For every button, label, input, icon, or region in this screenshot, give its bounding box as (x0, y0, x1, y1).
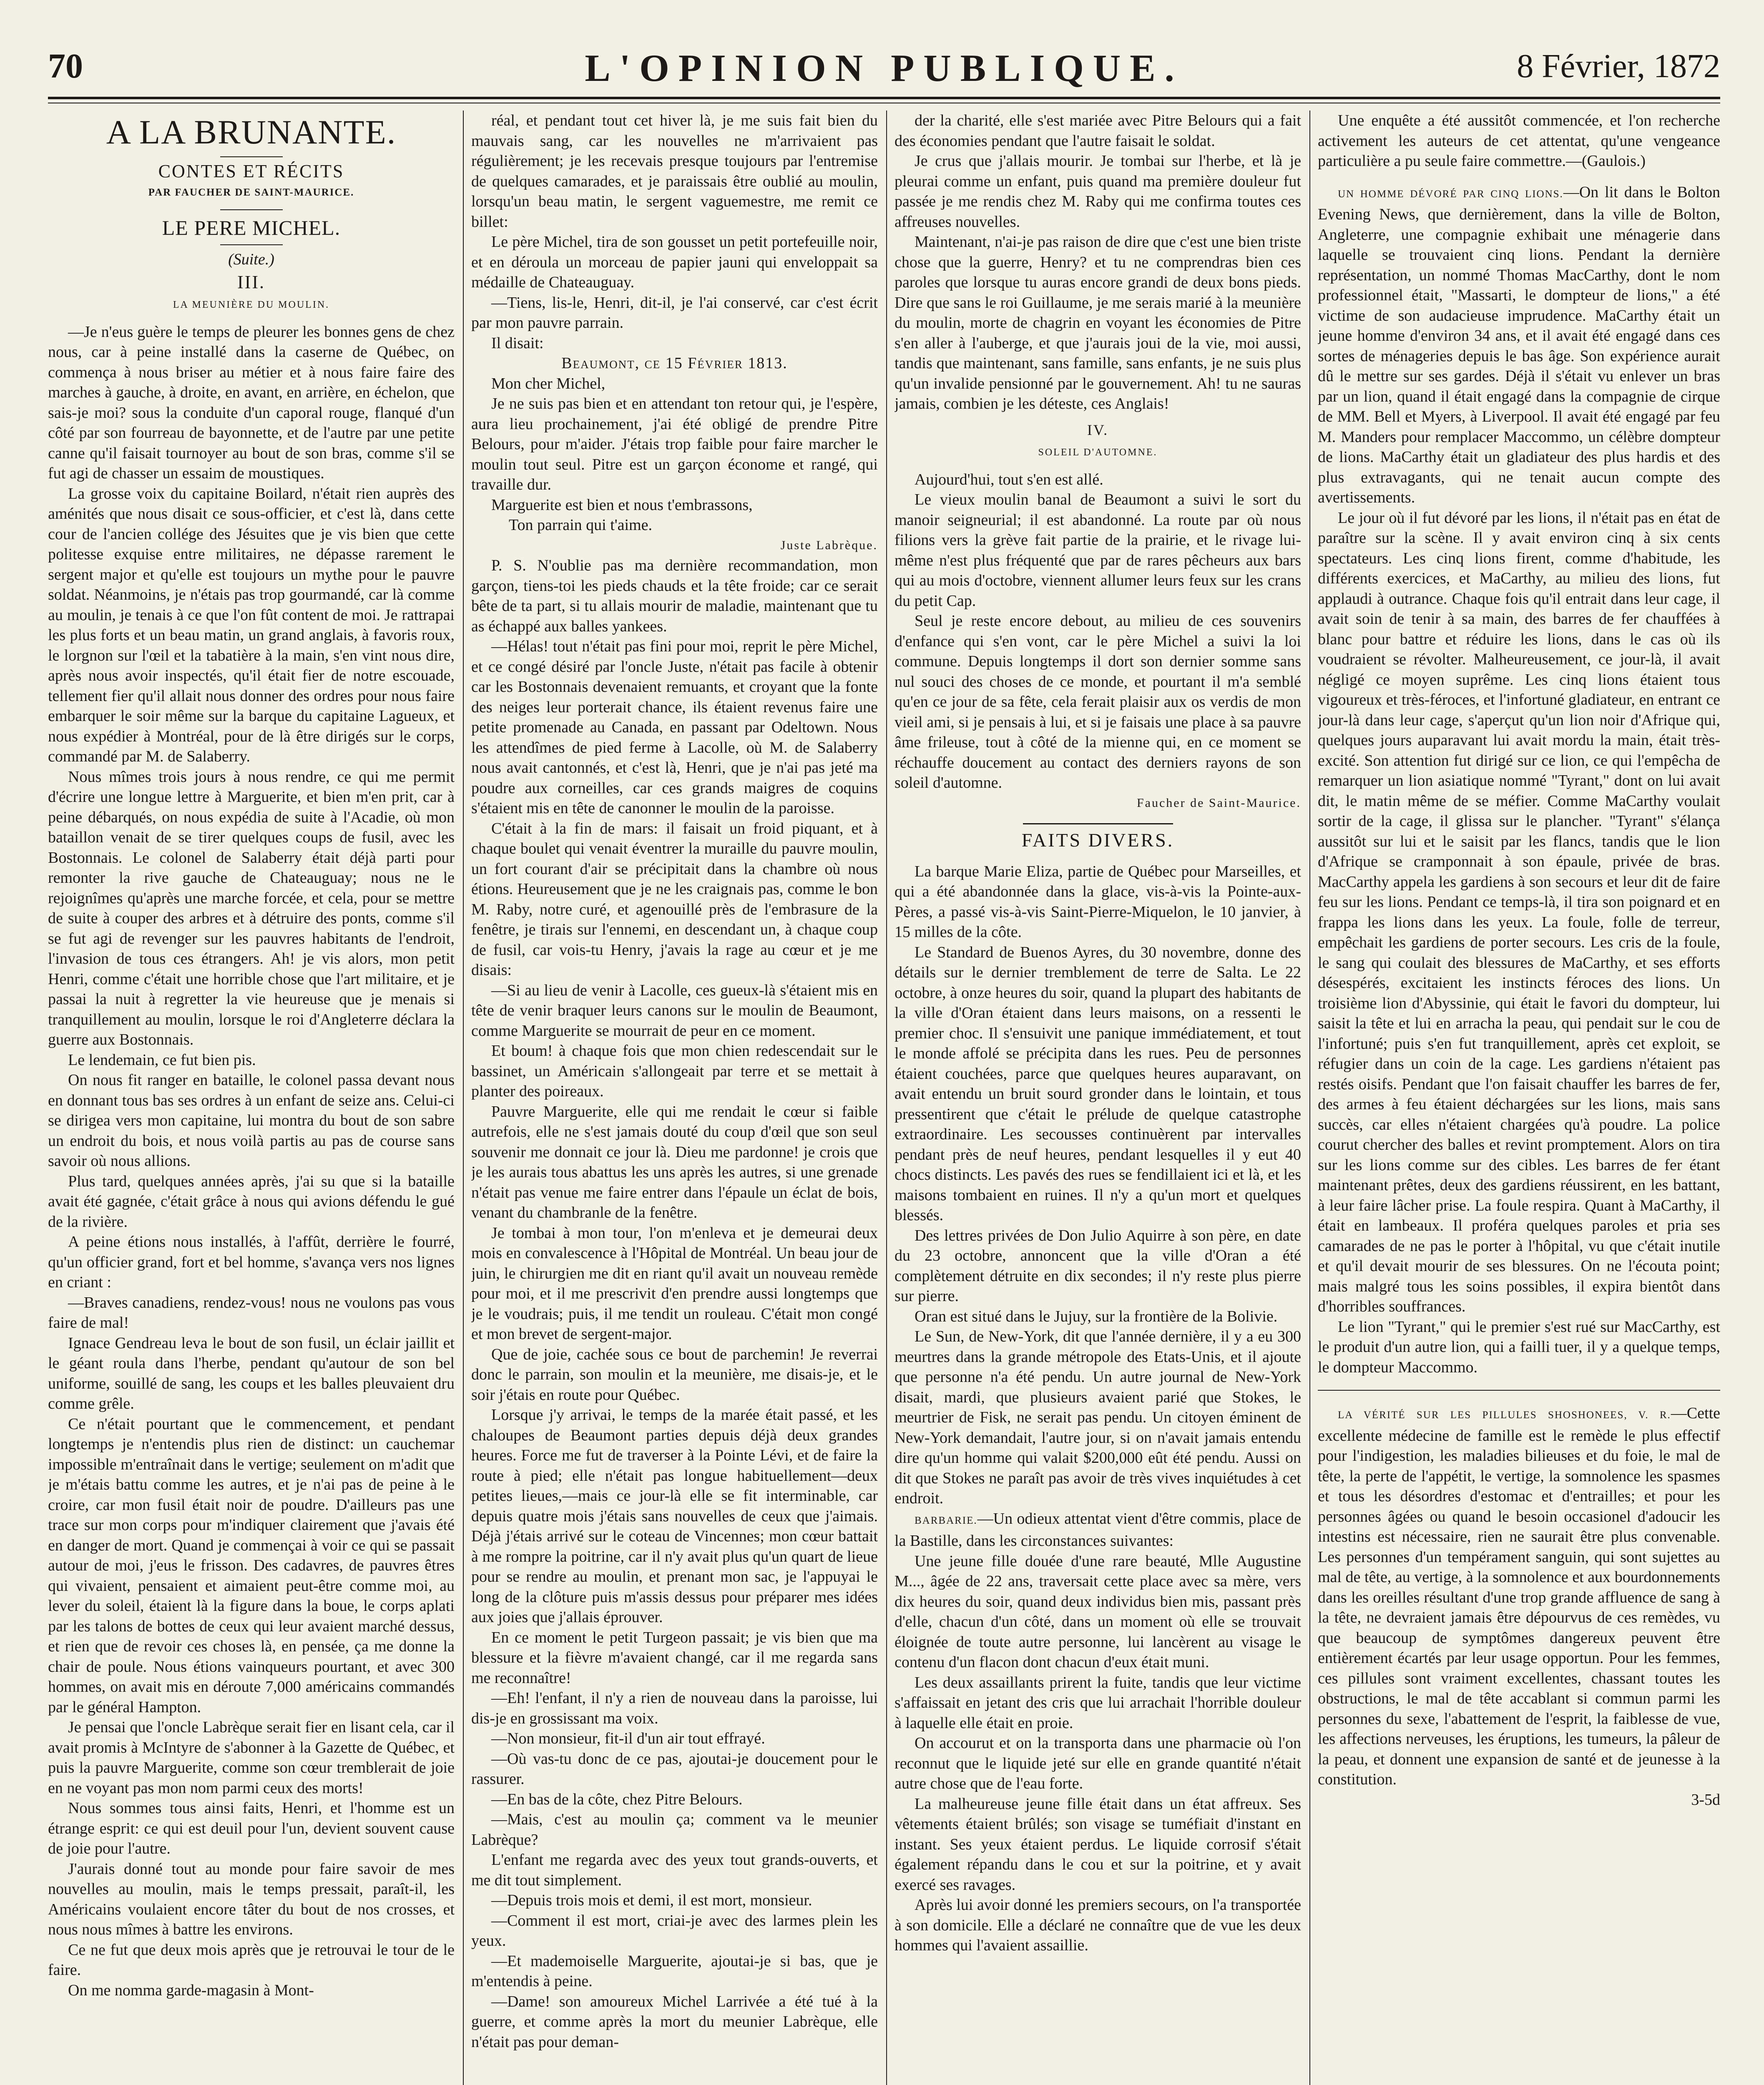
section-rule (1023, 823, 1173, 824)
paragraph: Après lui avoir donné les premiers secours, on l'a transportée à son domicile. Elle a déclaré ne connaître que de vue les deux hommes qui l'avaient assaillie. (895, 1896, 1301, 1954)
story-text (895, 111, 1301, 414)
paragraph: Et boum! à chaque fois que mon chien redescendait sur le bassinet, un Américain s'allongeait par terre et se mettait à planter des poireaux. (471, 1042, 878, 1100)
paragraph: Seul je reste encore debout, au milieu de ces souvenirs d'enfance qui s'en vont, car le père Michel a suivi la loi commune. Depuis longtemps il dort son dernier somme sans nul souci des choses de ce monde, et pourtant il m'a semblé qu'en ce jour de sa fête, cela ferait plaisir aux os verdis de mon vieil ami, si je pensais à lui, et si je faisais une place à sa pauvre âme frileuse, tout à côté de la mienne qui, en ce moment se réchauffe doucement au contact des derniers rayons de son soleil d'automne. (895, 612, 1301, 791)
paragraph: A peine étions nous installés, à l'affût, derrière le fourré, qu'un officier grand, fort et bel homme, s'avança vers nos lignes en criant : (48, 1233, 455, 1291)
chapter-number: IV. (1087, 421, 1109, 438)
section-heading: A LA BRUNANTE. (106, 113, 397, 151)
paragraph: La malheureuse jeune fille était dans un état affreux. Ses vêtements étaient brûlés; son visage se tuméfiait d'instant en instant. Ses yeux étaient perdus. Le liquide corrosif s'était également répandu dans le cou et sur la poitrine, et y avait exercé ses ravages. (895, 1795, 1301, 1894)
paragraph: On accourut et on la transporta dans une pharmacie où l'on reconnut que le liquide jeté sur elle en grande quantité n'était autre chose que de l'eau forte. (895, 1734, 1301, 1792)
paragraph: —Je n'eus guère le temps de pleurer les bonnes gens de chez nous, car à peine installé dans la caserne de Québec, on commença à nous briser au métier et à nous faire faire des marches à gauche, à droite, en avant, en arrière, en échelon, que sais-je moi? sous la conduite d'un caporal rouge, flanqué d'un côté par son fourreau de bayonnette, et de l'autre par une petite canne qu'il faisait tournoyer au bout de son bras, comme s'il se fut agi de chasser un essaim de moustiques. (48, 323, 455, 482)
paragraph: Le père Michel, tira de son gousset un petit portefeuille noir, et en déroula un morceau de papier jauni qui enveloppait sa médaille de Chateauguay. (471, 233, 878, 291)
paragraph: La grosse voix du capitaine Boilard, n'était rien auprès des aménités que nous disait ce sous-officier, et c'est là, dans cette cour de l'ancien collége des Jésuites que je vis bien que cette politesse exquise entre militaires, ne dépasse rarement le sergent major et qu'elle est toujours un mythe pour le pauvre soldat. Néanmoins, je n'étais pas trop gourmandé, car là comme au moulin, je tenais à ce que l'on fût content de moi. Je rattrapai les plus forts et un beau matin, un grand anglais, à favoris roux, le lorgnon sur l'œil et la tabatière à la main, s'en vint nous dire, après nous avoir inspectés, qu'il était fier de notre escouade, tellement fier qu'il allait nous donner des ordres pour nous faire embarquer le soir même sur la barque du capitaine Lagueux, et nous expédier à Montréal, pour de là être dirigés sur le corps, commandé par M. de Salaberry. (48, 485, 455, 765)
paragraph: —Eh! l'enfant, il n'y a rien de nouveau dans la paroisse, lui dis-je en grossissant ma voix. (471, 1689, 878, 1727)
story-text (471, 555, 878, 2052)
chapter-title: LA MEUNIÈRE DU MOULIN. (173, 299, 330, 310)
paragraph: —En bas de la côte, chez Pitre Belours. (491, 1790, 743, 1808)
paragraph: Des lettres privées de Don Julio Aquirre à son père, en date du 23 octobre, annoncent que la ville d'Oran a été complètement détruite en dix secondes; il n'y reste plus pierre sur pierre. (895, 1226, 1301, 1305)
news-item-barbarie-end (1318, 111, 1720, 171)
advertisement: LA VÉRITÉ SUR LES PILLULES SHOSHONEES, V. R.—Cette excellente médecine de famille est le remède le plus effectif pour l'indigestion, les maladies bilieuses et du foie, le mal de tête, la perte de l'appétit, le vertige, la somnolence les spasmes et tous les désordres d'estomac et d'entrailles; et pour les personnes âgées ou quand le besoin occasionel d'adoucir les intestins est nécessaire, rien ne saurait être plus convenable. Les personnes d'un tempérament sanguin, qui sont sujettes au mal de tête, au vertige, à la somnolence et aux bourdonnements dans les oreilles résultant d'une trop grande affluence de sang à la tête, ne devraient jamais être dépourvus de ces remèdes, vu que beaucoup de symptômes dangereux peuvent être entièrement écartés par leur usage opportun. Pour les femmes, ces pillules sont vraiment excellentes, chassant toutes les obstructions, le mal de tête accablant si commun parmi les personnes du sexe, l'abattement de l'esprit, la faiblesse de vue, les affections nerveuses, les éruptions, les tumeurs, la pâleur de la peau, et donnent une expansion de santé et de jeunesse à la constitution. (1318, 1404, 1720, 1788)
letter-signature: Juste Labrèque. (780, 538, 878, 552)
news-items (895, 862, 1301, 1509)
paragraph: Je crus que j'allais mourir. Je tombai sur l'herbe, et là je pleurai comme un enfant, puis quand ma première douleur fut passée je me rendis chez M. Raby qui me confirma toutes ces affreuses nouvelles. (895, 152, 1301, 231)
chapter-title: SOLEIL D'AUTOMNE. (1038, 447, 1158, 458)
column-divider (1309, 111, 1310, 2085)
paragraph: Il disait: (491, 334, 544, 352)
issue-date: 8 Février, 1872 (1517, 48, 1720, 85)
newspaper-title: L'OPINION PUBLIQUE. (585, 47, 1184, 89)
paragraph: Les deux assaillants prirent la fuite, tandis que leur victime s'affaissait en jetant des cris que lui arrachait l'horrible douleur à laquelle elle était en proie. (895, 1673, 1301, 1732)
paragraph: Nous mîmes trois jours à nous rendre, ce qui me permit d'écrire une longue lettre à Marguerite, et bien m'en prit, car à peine débarqués, on nous expédia de suite à l'Acadie, où mon bataillon venait de se tirer quelques coups de fusil, avec les Bostonnais. Le colonel de Salaberry était déjà parti pour remonter la rive gauche de Chateauguay; nous ne le rejoignîmes qu'après une marche forcée, et cela, pour se mettre de suite à couper des arbres et à détruire des ponts, comme s'il se fut agi de revenger sur les pauvres habitants de l'endroit, l'invasion de tous ces étrangers. Ah! je vis alors, mon petit Henri, comme c'était une horrible chose que l'art militaire, et je passai la nuit à regretter la vie heureuse que je menais si tranquillement au moulin, lorsque le roi d'Angleterre déclara la guerre aux Bostonnais. (48, 768, 455, 1048)
paragraph: —Comment il est mort, criai-je avec des larmes plein les yeux. (471, 1912, 878, 1949)
paragraph: J'aurais donné tout au monde pour faire savoir de mes nouvelles au moulin, mais le temps pressait, paraît-il, les Américains voulaient encore tâter du bout de nos crosses, et nous nous mîmes à battre les environs. (48, 1860, 455, 1938)
news-item-lions-text (1318, 508, 1720, 1378)
paragraph: La barque Marie Eliza, partie de Québec pour Marseilles, et qui a été abandonnée dans la glace, vis-à-vis la Pointe-aux-Pères, a passé vis-à-vis Saint-Pierre-Miquelon, le 10 janvier, à 15 milles de la côte. (895, 862, 1301, 941)
paragraph: Une enquête a été aussitôt commencée, et l'on recherche activement les auteurs de cet attentat, qu'une vengeance particulière a pu seule faire commettre.—(Gaulois.) (1318, 112, 1720, 170)
paragraph: Nous sommes tous ainsi faits, Henri, et l'homme est un étrange esprit: ce qui est deuil pour l'un, devient souvent cause de joie pour l'autre. (48, 1799, 455, 1857)
story-text (895, 470, 1301, 793)
paragraph: Le vieux moulin banal de Beaumont a suivi le sort du manoir seigneurial; il est abandonné. La route par où nous filions vers la grève fait partie de la prairie, et le rivage lui-même n'est plus fréquenté que par de rares pêcheurs aux bars qui au mois d'octobre, viennent allumer leurs feux sur les crans du petit Cap. (895, 491, 1301, 610)
paragraph: Oran est situé dans le Jujuy, sur la frontière de la Bolivie. (915, 1307, 1278, 1325)
heading-rule (220, 209, 283, 210)
paragraph: der la charité, elle s'est mariée avec Pitre Belours qui a fait des économies pendant que l'autre faisait le soldat. (895, 112, 1301, 150)
column-divider (886, 111, 887, 2085)
paragraph: Je ne suis pas bien et en attendant ton retour qui, je l'espère, aura lieu prochainement, j'ai été obligé de prendre Pitre Belours, pour m'aider. J'étais trop faible pour faire marcher le moulin tout seul. Pitre est un garçon économe et rangé, qui travaille dur. (471, 395, 878, 493)
paragraph: —Mais, c'est au moulin ça; comment va le meunier Labrèque? (471, 1811, 878, 1849)
paragraph: Le Standard de Buenos Ayres, du 30 novembre, donne des détails sur le dernier tremblement de terre de Salta. Le 22 octobre, à onze heures du soir, quand la plupart des habitants de la ville d'Oran étaient dans leurs maisons, on a ressenti le premier choc. Il s'ensuivit une panique immédiatement, et tout le monde affolé se précipita dans les rues. Peu de personnes étaient couchées, parce que quelques heures auparavant, on avait entendu un bruit sourd gronder dans le lointain, et tous pressentirent que c'était le prélude de quelque catastrophe extraordinaire. Les secousses continuèrent par intervalles pendant près de neuf heures, pendant lesquelles il y eut 40 chocs distincts. Les pavés des rues se fendillaient ici et là, et les maisons tombaient en ruines. Il n'y a qu'un mort et quelques blessés. (895, 943, 1301, 1224)
paragraph: On me nomma garde-magasin à Mont- (68, 1981, 314, 1999)
advert-rule (1318, 1390, 1720, 1391)
paragraph: Ce n'était pourtant que le commencement, et pendant longtemps je n'entendis plus rien de distinct: un cauchemar impossible m'entraînait dans le vertige; seulement on m'adit que je m'étais battu comme les autres, et je n'ai pas de peine à le croire, car mon fusil était noir de poudre. D'ailleurs pas une trace sur mon corps pour m'indiquer clairement que j'avais été en danger de mort. Quand je commençai à voir ce qui se passait autour de moi, j'eus le frisson. Des cadavres, de pauvres êtres qui vivaient, pensaient et aimaient peut-être comme moi, au lever du soleil, étaient là la figure dans la boue, le corps aplati par les talons de bottes de ceux qui leur avaient marché dessus, et rien que de revoir ces choses là, en pensée, ça me donne la chair de poule. Nous étions vainqueurs pourtant, et avec 300 hommes, on avait mis en déroute 7,000 américains commandés par le général Hampton. (48, 1415, 455, 1716)
paragraph: Plus tard, quelques années après, j'ai su que si la bataille avait été gagnée, c'était grâce à nous qui avions défendu le gué de la rivière. (48, 1172, 455, 1231)
story-text (471, 111, 878, 353)
masthead (48, 46, 1720, 92)
paragraph: C'était à la fin de mars: il faisait un froid piquant, et à chaque boulet qui venait éventrer la muraille du pauvre moulin, un fort courant d'air se précipitait dans la chambre où nous étions. Heureusement que je ne les craignais pas, comme le bon M. Raby, notre curé, et agenouillé près de l'embrasure de la fenêtre, je tirais sur l'ennemi, en descendant un, à chaque coup de fusil, car vois-tu Henry, j'avais la rage au cœur et je me disais: (471, 819, 878, 979)
column-4 (1318, 111, 1720, 2085)
paragraph: —Et mademoiselle Marguerite, ajoutai-je si bas, que je m'entendis à peine. (471, 1952, 878, 1990)
paragraph: Je pensai que l'oncle Labrèque serait fier en lisant cela, car il avait promis à McIntyre de s'abonner à la Gazette de Québec, et puis la pauvre Marguerite, comme son cœur tremblerait de joie en ne voyant pas mon nom parmi ceux des morts! (48, 1718, 455, 1797)
paragraph: Le lendemain, ce fut bien pis. (68, 1051, 256, 1069)
masthead-rule (48, 97, 1720, 99)
letter-salutation: Mon cher Michel, (491, 374, 606, 392)
paragraph: Pauvre Marguerite, elle qui me rendait le cœur si faible autrefois, elle ne s'est jamais douté du coup d'œil que son seul souvenir me donnait ce jour là. Dieu me pardonne! je crois que je les aurais tous abattus les uns après les autres, si une grenade n'était pas venue me faire entrer dans l'épaule un éclat de bois, venant du chambranle de la fenêtre. (471, 1103, 878, 1221)
continued-note: (Suite.) (228, 251, 274, 268)
page-number: 70 (48, 47, 83, 85)
paragraph: Aujourd'hui, tout s'en est allé. (915, 470, 1103, 488)
paragraph: —Dame! son amoureux Michel Larrivée a été tué à la guerre, et comme après la mort du meunier Labrèque, elle n'était pas pour deman- (471, 1992, 878, 2051)
paragraph: —Tiens, lis-le, Henri, dit-il, je l'ai conservé, car c'est écrit par mon pauvre parrain. (471, 294, 878, 332)
paragraph: Maintenant, n'ai-je pas raison de dire que c'est une bien triste chose que la guerre, Henry? et tu ne comprendras bien ces paroles que lorsque tu auras encore grandi de deux bons pieds. Dire que sans le roi Guillaume, je me serais marié à la meunière du moulin, morte de chagrin en voyant les économies de Pitre s'en aller à l'auberge, et que j'aurais joui de la vie, moi aussi, tandis que maintenant, sans famille, sans enfants, je ne suis plus qu'un invalide pensionné par le gouvernement. Ah! tu ne sauras jamais, combien je les déteste, ces Anglais! (895, 233, 1301, 412)
paragraph: En ce moment le petit Turgeon passait; je vis bien que ma blessure et la fièvre m'avaient changé, car il me regarda sans me reconnaître! (471, 1628, 878, 1687)
paragraph: L'enfant me regarda avec des yeux tout grands-ouverts, et me dit tout simplement. (471, 1851, 878, 1889)
column-3 (895, 111, 1301, 2085)
chapter-number: III. (237, 271, 265, 292)
column-2 (471, 111, 878, 2085)
paragraph: —Non monsieur, fit-il d'un air tout effrayé. (491, 1730, 765, 1747)
news-item-lions: UN HOMME DÉVORÉ PAR CINQ LIONS.—On lit dans le Bolton Evening News, que dernièrement, dans la ville de Bolton, Angleterre, une compagnie exhibait une ménagerie dans laquelle se trouvaient cinq lions. Pendant la dernière représentation, un nommé Thomas MacCarthy, dont le nom professionnel était, "Massarti, le dompteur de lions," a été victime de son audacieuse imprudence. MaCarthy était un jeune homme d'environ 34 ans, et il avait été engagé dans ces sortes de ménageries depuis le bas âge. Son expérience aurait dû le mettre sur ses gardes. Déjà il s'était vu enlever un bras par un lion, quand il était engagé dans la compagnie de cirque de MM. Bell et Myers, à Liverpool. Il avait été engagé par feu M. Manders pour remplacer Maccommo, un célèbre dompteur de lions. MaCarthy était un gladiateur des plus hardis et des plus extravagants, qui ne tenait aucun compte des avertissements. (1318, 183, 1720, 506)
paragraph: —Où vas-tu donc de ce pas, ajoutai-je doucement pour le rassurer. (471, 1750, 878, 1788)
paragraph: réal, et pendant tout cet hiver là, je me suis fait bien du mauvais sang, car les nouvelles ne m'arrivaient pas régulièrement; je les recevais presque toujours par l'entremise de quelques camarades, et je paraissais être oublié au moulin, lorsqu'un beau matin, le sergent vaguemestre, me remit ce billet: (471, 112, 878, 231)
news-item-barbarie: BARBARIE.—Un odieux attentat vient d'être commis, place de la Bastille, dans les circonstances suivantes: (895, 1510, 1301, 1550)
story-title: LE PERE MICHEL. (162, 216, 341, 239)
paragraph: Une jeune fille douée d'une rare beauté, Mlle Augustine M..., âgée de 22 ans, traversait cette place avec sa mère, vers dix heures du soir, quand deux individus bien mis, passant près d'elle, chacun d'un côté, dans un moment où elle se trouvait éloignée de toute autre personne, lui lancèrent au visage le contenu d'un flacon dont chacun d'eux était muni. (895, 1552, 1301, 1671)
byline: PAR FAUCHER DE SAINT-MAURICE. (148, 186, 354, 198)
author-signature: Faucher de Saint-Maurice. (1136, 796, 1301, 810)
paragraph: —Hélas! tout n'était pas fini pour moi, reprit le père Michel, et ce congé désiré par l'oncle Juste, n'était pas facile à obtenir car les Bostonnais devenaient remuants, et croyant que la fonte des neiges leur porterait chance, ils étaient revenus faire une petite promenade au Canada, en passant par Odeltown. Nous les attendîmes de pied ferme à Lacolle, où M. de Salaberry nous avait cantonnés, et c'est là, Henri, que je n'ai pas jeté ma poudre aux corneilles, car ces grands maigres de coquins s'étaient mis en tête de canonner le moulin de la paroisse. (471, 638, 878, 817)
heading-rule (220, 244, 283, 245)
column-divider (463, 111, 464, 2085)
paragraph: P. S. N'oublie pas ma dernière recommandation, mon garçon, tiens-toi les pieds chauds et la tête froide; car ce serait bête de ta part, si tu allais mourir de maladie, maintenant que tu as échappé aux balles yankees. (471, 557, 878, 635)
paragraph: On nous fit ranger en bataille, le colonel passa devant nous en donnant tous bas ses ordres à un enfant de seize ans. Celui-ci se dirigea vers mon capitaine, lui montra du bout de son sabre un endroit du bois, et nous voilà partis au pas de course sans savoir où nous allions. (48, 1071, 455, 1170)
paragraph: Ignace Gendreau leva le bout de son fusil, un éclair jaillit et le géant roula dans l'herbe, pendant qu'autour de son bel uniforme, souillé de sang, les coups et les balles pleuvaient dru comme grêle. (48, 1334, 455, 1412)
paragraph: Ce ne fut que deux mois après que je retrouvai le tour de le faire. (48, 1941, 455, 1979)
section-subtitle: CONTES ET RÉCITS (158, 161, 344, 181)
paragraph: Que de joie, cachée sous ce bout de parchemin! Je reverrai donc le parrain, son moulin et la meunière, me disais-je, et le soir j'étais en route pour Québec. (471, 1345, 878, 1404)
letter-closing: Ton parrain qui t'aime. (509, 516, 652, 534)
news-item-barbarie-text (895, 1551, 1301, 1956)
column-1 (48, 111, 455, 2085)
paragraph: Le jour où il fut dévoré par les lions, il n'était pas en état de paraître sur la scène. Il y avait environ cinq à six cents spectateurs. Les cinq lions firent, comme d'habitude, les différents exercices, et MaCarthy, au milieu des lions, fut applaudi à outrance. Chaque fois qu'il entrait dans leur cage, il avait soin de tenir à sa main, des barres de fer chauffées à blanc pour battre et réduire les lions, dans le cas où ils voudraient se révolter. Malheureusement, ce jour-là, il avait négligé ce moyen suprême. Les cinq lions étaient tous vigoureux et très-féroces, et l'infortuné gladiateur, en entrant ce jour-là dans leur cage, s'aperçut qu'un lion noir d'Afrique qui, quelques jours auparavant lui avait mordu la main, était très-excité. Son attention fut dirigé sur ce lion, ce qui l'empêcha de remarquer un lion asiatique nommé "Tyrant," dont on lui avait dit, le matin même de se méfier. Comme MaCarthy voulait sortir de la cage, il glissa sur le plancher. "Tyrant" s'élança aussitôt sur lui et le saisit par les flancs, tandis que le lion d'Afrique se cramponnait à son épaule, privée de bras. MacCarthy appela les gardiens à son secours et leur dit de faire feu sur les lions. Pendant ce temps-là, il tira son poignard et en frappa les lions dans les yeux. La foule, folle de terreur, empêchait les gardiens de porter secours. Les cris de la foule, le sang qui coulait des blessures de MaCarthy, et ses efforts désespérés, excitaient les instincts féroces des lions. Un troisième lion d'Abyssinie, qui était le favori du dompteur, lui saisit la tête et lui en arracha la peau, qui pendait sur le cou de l'infortuné; puis s'en fut tranquillement, après cet exploit, se réfugier dans un coin de la cage. Les gardiens n'étaient pas restés oisifs. Pendant que l'on faisait chauffer les barres de fer, des armes à feu étaient déchargées sur les lions, mais sans succès, car elles n'étaient chargées qu'à poudre. La police courut chercher des balles et revint promptement. Alors on tira sur les lions comme sur des cibles. Les barres de fer étant maintenant prêtes, deux des gardiens réussirent, en les battant, à leur faire lâcher prise. La foule respira. Quant à MaCarthy, il était en lambeaux. Il proféra quelques paroles et pria ses camarades de ne pas le porter à l'hôpital, vu que c'était inutile et qu'il devait mourir de ses blessures. On ne l'écouta point; mais malgré tous les soins possibles, il expira bientôt dans d'horribles souffrances. (1318, 509, 1720, 1315)
story-text (48, 322, 455, 2001)
paragraph: —Si au lieu de venir à Lacolle, ces gueux-là s'étaient mis en tête de venir braquer leurs canons sur le moulin de Beaumont, comme Marguerite se mourrait de peur en ce moment. (471, 981, 878, 1040)
advert-code: 3-5d (1691, 1791, 1720, 1809)
paragraph: —Depuis trois mois et demi, il est mort, monsieur. (491, 1892, 812, 1909)
faits-divers-heading: FAITS DIVERS. (1021, 829, 1174, 851)
letter-body (471, 394, 878, 515)
paragraph: Le lion "Tyrant," qui le premier s'est rué sur MacCarthy, est le produit d'un autre lion, qui a failli tuer, il y a quelque temps, le dompteur Maccommo. (1318, 1318, 1720, 1376)
heading-rule (220, 156, 283, 157)
letter-dateline: Beaumont, ce 15 Février 1813. (561, 354, 788, 372)
paragraph: Marguerite est bien et nous t'embrassons, (491, 496, 753, 514)
paragraph: —Braves canadiens, rendez-vous! nous ne voulons pas vous faire de mal! (48, 1294, 455, 1331)
paragraph: Je tombai à mon tour, l'on m'enleva et je demeurai deux mois en convalescence à l'Hôpital de Montréal. Un beau jour de juin, le chirurgien me dit en riant qu'il avait un nouveau remède pour moi, et il me prescrivit d'en prendre aussi longtemps que je le voudrais; puis, il me tendit un rouleau. C'était mon congé et mon brevet de sergent-major. (471, 1224, 878, 1343)
paragraph: Lorsque j'y arrivai, le temps de la marée était passé, et les chaloupes de Beaumont parties depuis déjà deux grandes heures. Force me fut de traverser à la Pointe Lévi, et de faire la route à pied; elle n'était pas longue habituellement—deux petites lieues,—mais ce jour-là elle se fit interminable, car depuis quatre mois j'étais sans nouvelles de ceux que j'aimais. Déjà j'étais arrivé sur le coteau de Vincennes; mon cœur battait à me rompre la poitrine, car il n'y avait plus qu'un quart de lieue pour se rendre au moulin, et prenant mon sac, je l'appuyai le long de la clôture puis m'assis dessus pour préparer mes idées aux joies que j'allais éprouver. (471, 1406, 878, 1626)
paragraph: Le Sun, de New-York, dit que l'année dernière, il y a eu 300 meurtres dans la grande métropole des Etats-Unis, et il ajoute que personne n'a été pendu. Un autre journal de New-York disait, mardi, que plusieurs avaient parié que Stokes, le meurtrier de Fisk, ne serait pas pendu. Un citoyen éminent de New-York demandait, l'autre jour, si on n'avait jamais entendu dire qu'un homme qui valait $200,000 eût été pendu. Aussi on dit que Stokes ne paraît pas avoir de très vives inquiétudes à cet endroit. (895, 1328, 1301, 1507)
